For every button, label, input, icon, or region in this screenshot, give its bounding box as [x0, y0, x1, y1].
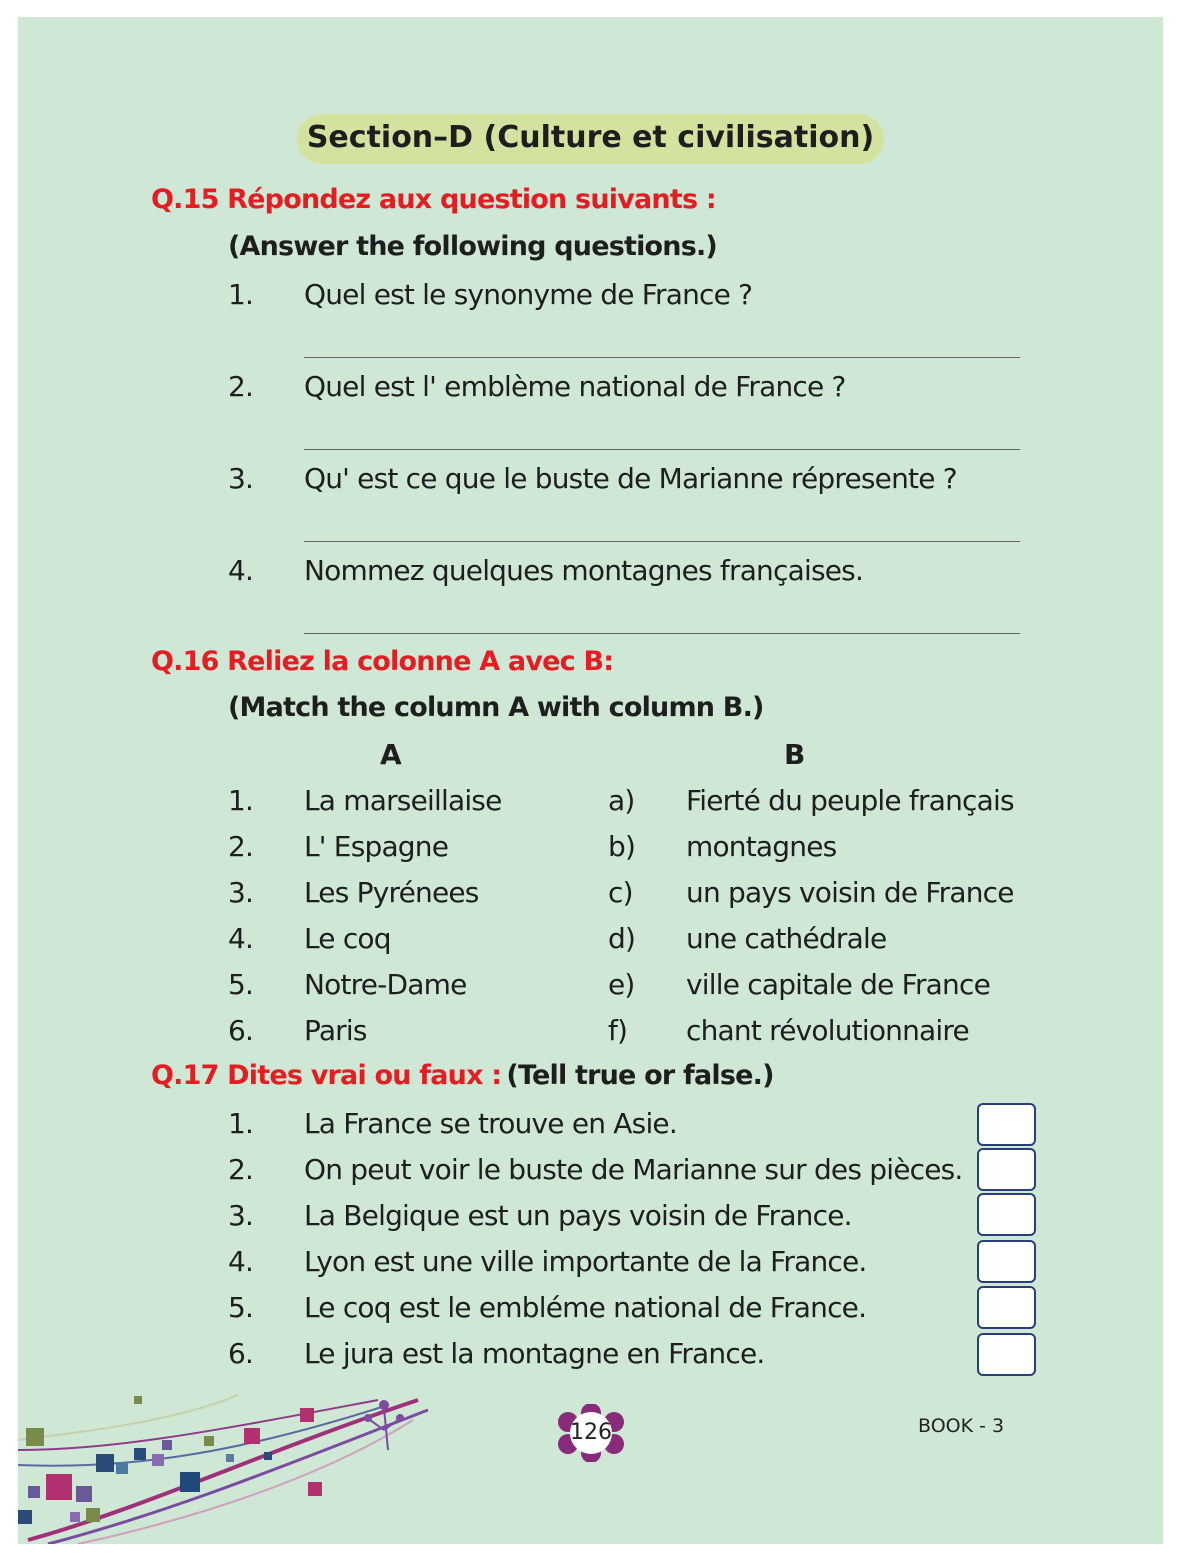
match-column-a-item: Paris: [304, 1014, 367, 1047]
tf-statement: Le jura est la montagne en France.: [304, 1337, 765, 1370]
match-column-a-item: La marseillaise: [304, 784, 502, 817]
q15-item-number: 3.: [228, 462, 254, 495]
match-letter: b): [608, 830, 636, 863]
match-letter: d): [608, 922, 636, 955]
answer-box[interactable]: [977, 1148, 1036, 1191]
match-column-a-item: Les Pyrénees: [304, 876, 479, 909]
tf-statement: La Belgique est un pays voisin de France.: [304, 1199, 852, 1232]
tf-item-number: 5.: [228, 1291, 254, 1324]
q17-title: Q.17 Dites vrai ou faux :: [151, 1060, 502, 1091]
tf-statement: La France se trouve en Asie.: [304, 1107, 677, 1140]
answer-box[interactable]: [977, 1333, 1036, 1376]
tf-statement: Le coq est le embléme national de France.: [304, 1291, 867, 1324]
answer-line[interactable]: [304, 633, 1020, 634]
match-row-number: 2.: [228, 830, 254, 863]
match-column-b-item: Fierté du peuple français: [686, 784, 1014, 817]
match-column-b-item: ville capitale de France: [686, 968, 990, 1001]
match-letter: c): [608, 876, 633, 909]
match-row-number: 6.: [228, 1014, 254, 1047]
q15-item-text: Nommez quelques montagnes françaises.: [304, 554, 864, 587]
answer-box[interactable]: [977, 1193, 1036, 1236]
match-column-a-item: Notre-Dame: [304, 968, 467, 1001]
answer-box[interactable]: [977, 1240, 1036, 1283]
q16-subtitle: (Match the column A with column B.): [228, 692, 764, 723]
page-number: 126: [570, 1420, 612, 1445]
match-row-number: 1.: [228, 784, 254, 817]
q15-item-number: 4.: [228, 554, 254, 587]
tf-item-number: 1.: [228, 1107, 254, 1140]
q15-title: Q.15 Répondez aux question suivants :: [151, 184, 716, 215]
q15-item-text: Quel est l' emblème national de France ?: [304, 370, 846, 403]
tf-statement: Lyon est une ville importante de la France.: [304, 1245, 867, 1278]
section-title: Section–D (Culture et civilisation): [297, 114, 884, 164]
column-b-header: B: [784, 738, 806, 771]
match-column-b-item: montagnes: [686, 830, 837, 863]
answer-box[interactable]: [977, 1103, 1036, 1146]
tf-item-number: 2.: [228, 1153, 254, 1186]
q16-title: Q.16 Reliez la colonne A avec B:: [151, 646, 614, 677]
q15-item-number: 1.: [228, 278, 254, 311]
q15-item-text: Qu' est ce que le buste de Marianne répresente ?: [304, 462, 957, 495]
q15-subtitle: (Answer the following questions.): [228, 231, 717, 262]
match-row-number: 3.: [228, 876, 254, 909]
match-column-b-item: une cathédrale: [686, 922, 887, 955]
match-column-a-item: L' Espagne: [304, 830, 449, 863]
tf-item-number: 3.: [228, 1199, 254, 1232]
match-row-number: 4.: [228, 922, 254, 955]
page-number-badge: [557, 1404, 625, 1462]
match-letter: f): [608, 1014, 628, 1047]
answer-line[interactable]: [304, 357, 1020, 358]
q17-subtitle: (Tell true or false.): [506, 1060, 774, 1091]
answer-line[interactable]: [304, 541, 1020, 542]
q15-item-text: Quel est le synonyme de France ?: [304, 278, 753, 311]
answer-box[interactable]: [977, 1286, 1036, 1329]
tf-item-number: 6.: [228, 1337, 254, 1370]
match-row-number: 5.: [228, 968, 254, 1001]
match-column-b-item: un pays voisin de France: [686, 876, 1014, 909]
tf-item-number: 4.: [228, 1245, 254, 1278]
column-a-header: A: [380, 738, 402, 771]
match-letter: a): [608, 784, 635, 817]
decorative-swirl: [18, 1390, 438, 1544]
answer-line[interactable]: [304, 449, 1020, 450]
q15-item-number: 2.: [228, 370, 254, 403]
match-letter: e): [608, 968, 635, 1001]
match-column-a-item: Le coq: [304, 922, 391, 955]
tf-statement: On peut voir le buste de Marianne sur des pièces.: [304, 1153, 963, 1186]
q17-heading: [151, 1060, 774, 1091]
match-column-b-item: chant révolutionnaire: [686, 1014, 969, 1047]
book-label: BOOK - 3: [918, 1415, 1005, 1437]
